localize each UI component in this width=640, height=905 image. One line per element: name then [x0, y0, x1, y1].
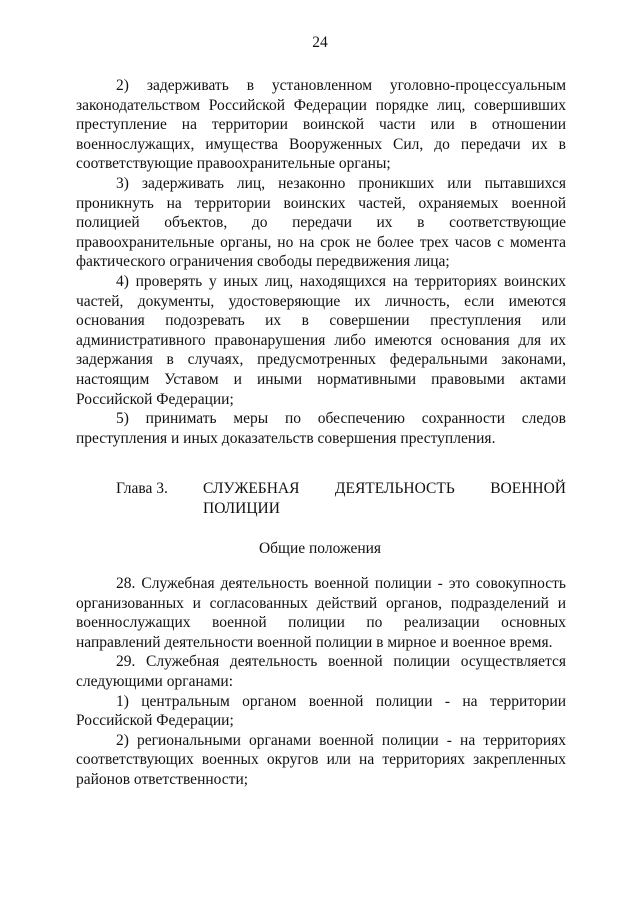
section-title: Общие положения: [258, 540, 382, 557]
article-paragraph: 2) региональными органами военной полиции - на территориях соответствующих военных округов или на территориях закрепленных районов ответственности;: [76, 731, 566, 788]
articles-block: [76, 574, 566, 790]
list-continuation: [76, 76, 566, 448]
chapter-heading: [76, 479, 566, 518]
chapter-title: СЛУЖЕБНАЯ ДЕЯТЕЛЬНОСТЬ ВОЕННОЙ ПОЛИЦИИ: [203, 480, 566, 517]
page-number: 24: [312, 34, 328, 51]
article-paragraph: 1) центральным органом военной полиции - на территории Российской Федерации;: [76, 692, 566, 730]
chapter-number: Глава 3.: [116, 480, 168, 497]
list-item: 4) проверять у иных лиц, находящихся на территориях воинских частей, документы, удостоверяющие их личность, если имеются основания подозревать их в совершении преступления или административного правонарушения либо имеются основания для их задержания в случаях, предусмотренных федеральными законами, настоящим Уставом и иными нормативными правовыми актами Российской Федерации;: [76, 272, 566, 408]
list-item: 3) задерживать лиц, незаконно проникших или пытавшихся проникнуть на территории воинских частей, охраняемых военной полицией объектов, до передачи их в соответствующие правоохранительные органы, но на срок не более трех часов с момента фактического ограничения свободы передвижения лица;: [76, 174, 566, 271]
list-item: 2) задерживать в установленном уголовно-процессуальным законодательством Российской Федерации порядке лиц, совершивших преступление на территории воинской части или в отношении военнослужащих, имущества Вооруженных Сил, до передачи их в соответствующие правоохранительные органы;: [76, 77, 566, 173]
article-paragraph: 29. Служебная деятельность военной полиции осуществляется следующими органами:: [76, 653, 566, 690]
list-item: 5) принимать меры по обеспечению сохранности следов преступления и иных доказательств совершения преступления.: [76, 410, 566, 447]
article-paragraph: 28. Служебная деятельность военной полиции - это совокупность организованных и согласованных действий органов, подразделений и военнослужащих военной полиции по реализации основных направлений деятельности военной полиции в мирное и военное время.: [76, 575, 566, 651]
